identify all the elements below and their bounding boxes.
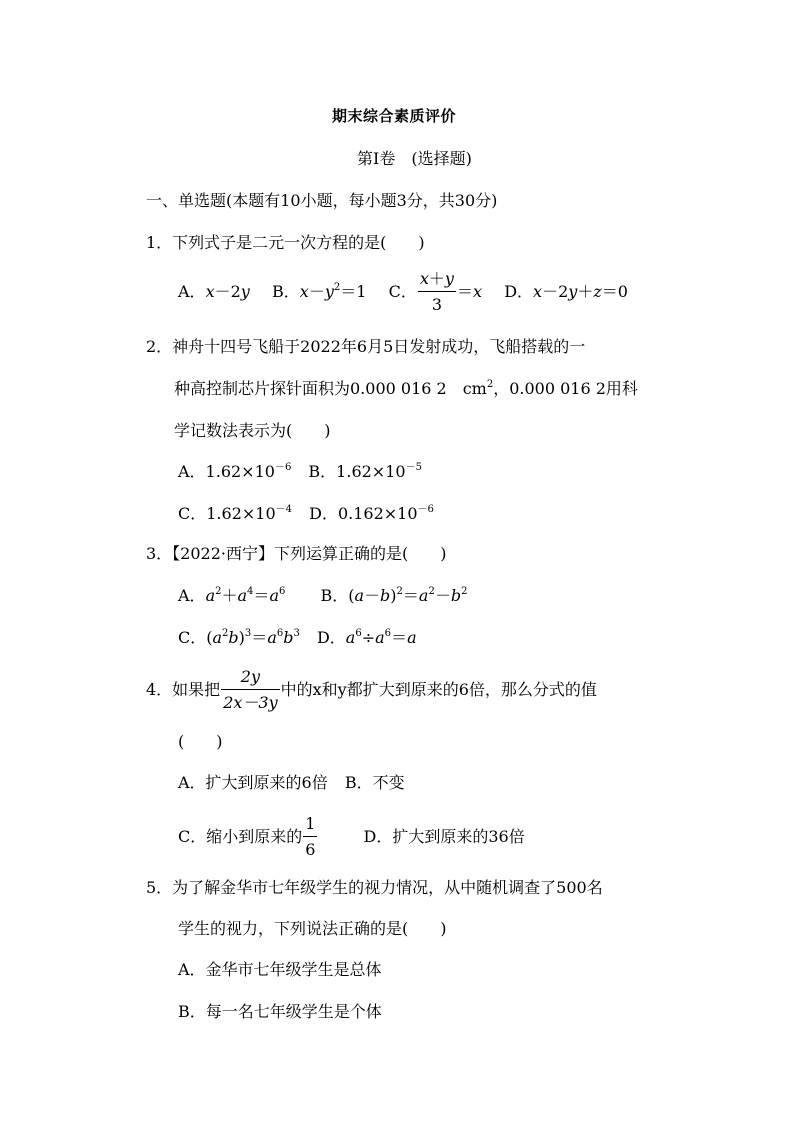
- q2-line1: 2．神舟十四号飞船于2022年6月5日发射成功，飞船搭载的一: [146, 337, 586, 356]
- q3-option-a: A．$a^2+a^4=a^6$: [178, 586, 286, 605]
- q4-option-c-fraction: $\frac{1}{6}$: [305, 814, 316, 860]
- q4-answer-paren: ( ): [178, 732, 223, 751]
- section-heading: 第Ⅰ卷 (选择题): [357, 149, 472, 168]
- q4-option-d: D．扩大到原来的36倍: [363, 826, 525, 846]
- q2-line2: 种高控制芯片探针面积为0.000 016 2 $cm^2$，0.000 016 2用科: [174, 379, 638, 398]
- q2-option-d: D．$0.162\times 10^{-6}$: [309, 504, 434, 523]
- q3-stem: 3．【2022·西宁】下列运算正确的是( ): [146, 544, 447, 563]
- q3-option-b: B．$(a-b)^2=a^2-b^2$: [320, 586, 468, 605]
- q3-option-d: D．$a^6\div a^6=a$: [316, 628, 417, 647]
- q4-stem: 4．如果把 $\frac{2y}{2x-3y}$ 中的x和y都扩大到原来的6倍，那么分式的值: [146, 667, 597, 713]
- q1-option-c: C． $\frac{x+y}{3}$ ＝x: [388, 269, 483, 315]
- q4-options-row2: [178, 815, 525, 860]
- q4-option-b: B．不变: [344, 773, 405, 792]
- q1-fraction: $\frac{x+y}{3}$: [419, 269, 454, 315]
- q3-option-c: C．$(a^2b)^3=a^6b^3$: [178, 628, 300, 647]
- q2-option-b: B．$1.62\times 10^{-5}$: [308, 462, 422, 481]
- q4-option-a: A．扩大到原来的6倍: [178, 773, 328, 792]
- q2-line3: 学记数法表示为( ): [174, 421, 331, 440]
- q5-line2: 学生的视力，下列说法正确的是( ): [178, 919, 447, 938]
- q4-option-c: C．缩小到原来的 $\frac{1}{6}$: [178, 814, 316, 860]
- q4-fraction: $\frac{2y}{2x-3y}$: [223, 667, 278, 713]
- part-heading: 一、单选题(本题有10小题，每小题3分，共30分): [146, 191, 498, 210]
- q4-options-row1: [178, 775, 405, 791]
- q1-option-d: D．x－2y＋z＝0: [504, 281, 628, 301]
- q2-option-a: A．$1.62\times 10^{-6}$: [178, 462, 292, 481]
- q1-options: [178, 270, 628, 315]
- q5-line1: 5．为了解金华市七年级学生的视力情况，从中随机调查了500名: [146, 878, 603, 897]
- q1-stem: 1．下列式子是二元一次方程的是( ): [146, 233, 425, 252]
- q5-option-a: A．金华市七年级学生是总体: [178, 960, 382, 979]
- q2-options-row2: [178, 506, 434, 522]
- q1-option-b: B．$x-y^2=1$: [272, 281, 372, 301]
- q5-option-b: B．每一名七年级学生是个体: [178, 1002, 382, 1021]
- q3-options-row2: [178, 630, 417, 646]
- q3-options-row1: [178, 588, 467, 604]
- q2-option-c: C．$1.62\times 10^{-4}$: [178, 504, 293, 523]
- q1-option-a: A．x－2y: [178, 281, 250, 301]
- paper-title: 期末综合素质评价: [332, 107, 457, 125]
- q2-options-row1: [178, 464, 422, 480]
